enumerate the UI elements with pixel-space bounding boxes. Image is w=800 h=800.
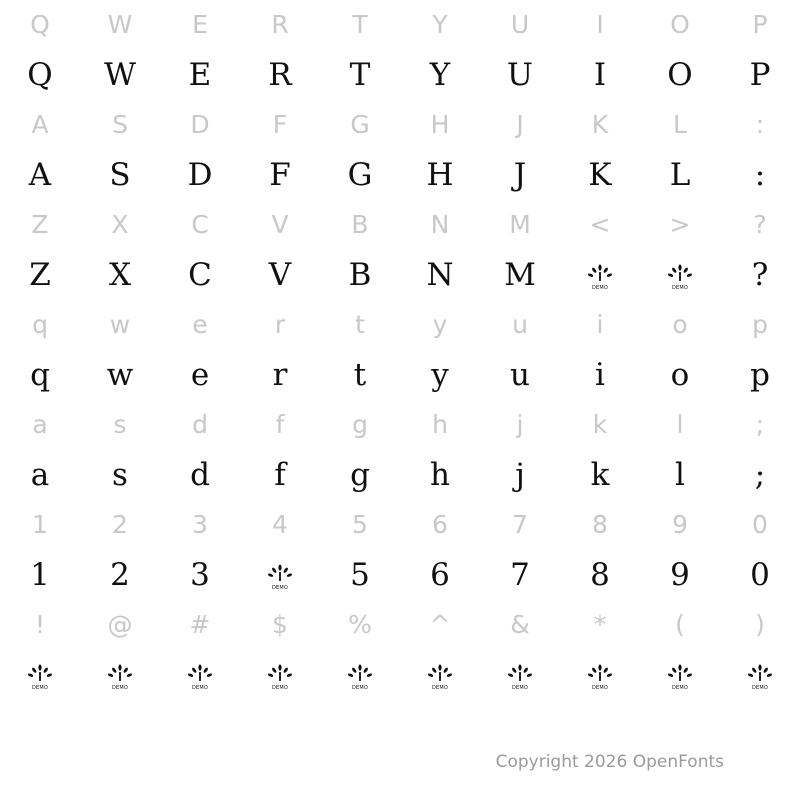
key-label-cell: a — [32, 410, 48, 439]
glyph-cell: l — [675, 457, 685, 493]
glyph-cell: s — [112, 457, 128, 493]
key-label-cell: # — [189, 610, 211, 639]
key-label-cell: Y — [432, 10, 448, 39]
glyph-cell: 1 — [30, 557, 50, 593]
glyph-cell: A — [28, 157, 52, 193]
glyph-row — [0, 150, 800, 200]
key-label-cell: p — [752, 310, 768, 339]
key-label-cell: $ — [272, 610, 288, 639]
key-label-cell: ? — [753, 210, 767, 239]
demo-placeholder-icon — [267, 564, 293, 590]
glyph-cell: T — [349, 57, 371, 93]
key-label-cell: f — [275, 410, 285, 439]
glyph-cell: J — [513, 157, 527, 193]
glyph-cell: D — [187, 157, 213, 193]
key-label-cell: K — [591, 110, 609, 139]
glyph-cell: 7 — [510, 557, 530, 593]
key-label-cell: r — [274, 310, 286, 339]
key-label-cell: T — [352, 10, 368, 39]
glyph-cell: L — [669, 157, 691, 193]
demo-placeholder-icon — [267, 664, 293, 690]
glyph-cell: I — [593, 57, 607, 93]
key-label-cell: o — [672, 310, 688, 339]
key-label-row — [0, 100, 800, 150]
key-label-cell: q — [32, 310, 48, 339]
glyph-cell: G — [347, 157, 373, 193]
key-label-cell: & — [510, 610, 530, 639]
key-label-cell: 4 — [272, 510, 288, 539]
glyph-cell: f — [274, 457, 286, 493]
key-label-cell: X — [111, 210, 129, 239]
demo-placeholder-icon — [187, 664, 213, 690]
glyph-cell: g — [350, 457, 370, 493]
glyph-cell: O — [667, 57, 693, 93]
key-label-cell: ) — [755, 610, 765, 639]
glyph-cell: 5 — [350, 557, 370, 593]
demo-placeholder-label: DEMO — [591, 284, 609, 291]
glyph-cell: w — [106, 357, 134, 393]
key-label-cell: y — [432, 310, 448, 339]
key-label-cell: t — [355, 310, 365, 339]
key-label-cell: * — [593, 610, 607, 639]
glyph-cell: i — [595, 357, 605, 393]
glyph-row — [0, 350, 800, 400]
glyph-cell: Z — [29, 257, 51, 293]
key-label-cell: l — [676, 410, 684, 439]
key-label-cell: i — [596, 310, 604, 339]
key-label-cell: Q — [30, 10, 50, 39]
glyph-row — [0, 550, 800, 600]
demo-placeholder-cell — [240, 550, 320, 600]
glyph-cell: d — [190, 457, 210, 493]
glyph-cell: y — [431, 357, 449, 393]
glyph-cell: p — [750, 357, 770, 393]
glyph-cell: K — [588, 157, 612, 193]
demo-placeholder-label: DEMO — [31, 684, 49, 691]
glyph-cell: H — [426, 157, 454, 193]
demo-placeholder-label: DEMO — [591, 684, 609, 691]
demo-placeholder-icon — [427, 664, 453, 690]
key-label-cell: ^ — [429, 610, 451, 639]
key-label-row — [0, 400, 800, 450]
demo-placeholder-label: DEMO — [671, 684, 689, 691]
demo-placeholder-cell — [80, 650, 160, 700]
glyph-cell: W — [104, 57, 136, 93]
demo-placeholder-cell — [480, 650, 560, 700]
demo-placeholder-label: DEMO — [511, 684, 529, 691]
key-label-cell: A — [31, 110, 49, 139]
demo-placeholder-label: DEMO — [751, 684, 769, 691]
glyph-cell: a — [30, 457, 50, 493]
key-label-cell: g — [352, 410, 368, 439]
key-label-row — [0, 0, 800, 50]
key-label-cell: 7 — [512, 510, 528, 539]
glyph-cell: V — [268, 257, 292, 293]
demo-placeholder-label: DEMO — [431, 684, 449, 691]
glyph-cell: ; — [754, 457, 766, 493]
demo-placeholder-cell — [320, 650, 400, 700]
key-label-cell: Z — [31, 210, 49, 239]
glyph-cell: B — [348, 257, 372, 293]
glyph-cell: 8 — [590, 557, 610, 593]
glyph-cell: E — [188, 57, 212, 93]
glyph-cell: Q — [27, 57, 53, 93]
key-label-cell: 6 — [432, 510, 448, 539]
glyph-row — [0, 450, 800, 500]
glyph-cell: Y — [429, 57, 451, 93]
key-label-cell: ! — [34, 610, 46, 639]
demo-placeholder-icon — [747, 664, 773, 690]
demo-placeholder-cell — [640, 650, 720, 700]
demo-placeholder-cell — [0, 650, 80, 700]
demo-placeholder-label: DEMO — [191, 684, 209, 691]
key-label-cell: 1 — [32, 510, 48, 539]
glyph-row — [0, 250, 800, 300]
demo-placeholder-cell — [560, 250, 640, 300]
glyph-cell: N — [426, 257, 454, 293]
key-label-cell: O — [670, 10, 690, 39]
key-label-cell: % — [348, 610, 372, 639]
glyph-cell: 9 — [670, 557, 690, 593]
key-label-cell: ; — [755, 410, 765, 439]
glyph-cell: M — [504, 257, 536, 293]
glyph-cell: e — [190, 357, 210, 393]
glyph-cell: U — [506, 57, 534, 93]
key-label-cell: : — [755, 110, 765, 139]
demo-placeholder-label: DEMO — [671, 284, 689, 291]
key-label-cell: H — [430, 110, 450, 139]
glyph-cell: 6 — [430, 557, 450, 593]
demo-placeholder-cell — [160, 650, 240, 700]
key-label-cell: w — [109, 310, 131, 339]
demo-placeholder-label: DEMO — [111, 684, 129, 691]
key-label-row — [0, 300, 800, 350]
key-label-cell: ( — [675, 610, 685, 639]
demo-placeholder-cell — [240, 650, 320, 700]
glyph-cell: r — [272, 357, 288, 393]
key-label-cell: 8 — [592, 510, 608, 539]
glyph-cell: ? — [751, 257, 769, 293]
glyph-cell: q — [30, 357, 50, 393]
key-label-cell: M — [509, 210, 531, 239]
glyph-cell: C — [188, 257, 212, 293]
key-label-cell: S — [112, 110, 128, 139]
key-label-cell: J — [516, 110, 524, 139]
glyph-cell: o — [670, 357, 690, 393]
glyph-cell: 2 — [110, 557, 130, 593]
key-label-cell: j — [516, 410, 524, 439]
glyph-row — [0, 50, 800, 100]
glyph-cell: X — [108, 257, 132, 293]
key-label-cell: d — [192, 410, 208, 439]
glyph-cell: R — [268, 57, 292, 93]
glyph-cell: u — [510, 357, 530, 393]
key-label-cell: 2 — [112, 510, 128, 539]
key-label-cell: F — [272, 110, 288, 139]
demo-placeholder-icon — [587, 264, 613, 290]
demo-placeholder-cell — [720, 650, 800, 700]
glyph-cell: 0 — [750, 557, 770, 593]
key-label-row — [0, 500, 800, 550]
key-label-cell: k — [592, 410, 608, 439]
key-label-cell: 5 — [352, 510, 368, 539]
demo-placeholder-icon — [667, 664, 693, 690]
key-label-cell: < — [589, 210, 611, 239]
key-label-cell: 9 — [672, 510, 688, 539]
demo-placeholder-icon — [27, 664, 53, 690]
key-label-cell: C — [191, 210, 209, 239]
key-label-cell: W — [107, 10, 133, 39]
key-label-row — [0, 200, 800, 250]
key-label-cell: G — [350, 110, 370, 139]
glyph-cell: h — [430, 457, 450, 493]
key-label-cell: 3 — [192, 510, 208, 539]
key-label-cell: I — [596, 10, 604, 39]
copyright-notice: Copyright 2026 OpenFonts — [495, 752, 724, 772]
key-label-cell: 0 — [752, 510, 768, 539]
demo-placeholder-label: DEMO — [351, 684, 369, 691]
demo-placeholder-icon — [587, 664, 613, 690]
demo-placeholder-icon — [107, 664, 133, 690]
demo-placeholder-cell — [560, 650, 640, 700]
glyph-cell: S — [109, 157, 131, 193]
glyph-row — [0, 650, 800, 700]
demo-placeholder-icon — [347, 664, 373, 690]
demo-placeholder-icon — [507, 664, 533, 690]
key-label-cell: h — [432, 410, 448, 439]
glyph-cell: 3 — [190, 557, 210, 593]
glyph-cell: P — [749, 57, 771, 93]
key-label-cell: D — [190, 110, 210, 139]
key-label-cell: @ — [107, 610, 133, 639]
key-label-cell: E — [192, 10, 208, 39]
key-label-row — [0, 600, 800, 650]
demo-placeholder-cell — [400, 650, 480, 700]
demo-placeholder-icon — [667, 264, 693, 290]
demo-placeholder-label: DEMO — [271, 684, 289, 691]
glyph-cell: k — [590, 457, 610, 493]
key-label-cell: N — [430, 210, 450, 239]
demo-placeholder-label: DEMO — [271, 584, 289, 591]
key-label-cell: L — [673, 110, 687, 139]
key-label-cell: R — [271, 10, 289, 39]
key-label-cell: > — [669, 210, 691, 239]
glyph-cell: t — [353, 357, 367, 393]
key-label-cell: B — [351, 210, 369, 239]
key-label-cell: P — [752, 10, 768, 39]
key-label-cell: s — [113, 410, 127, 439]
key-label-cell: u — [512, 310, 528, 339]
key-label-cell: e — [192, 310, 208, 339]
key-label-cell: V — [271, 210, 289, 239]
glyph-cell: F — [269, 157, 291, 193]
glyph-cell: : — [754, 157, 766, 193]
key-label-cell: U — [510, 10, 530, 39]
demo-placeholder-cell — [640, 250, 720, 300]
glyph-cell: j — [515, 457, 525, 493]
